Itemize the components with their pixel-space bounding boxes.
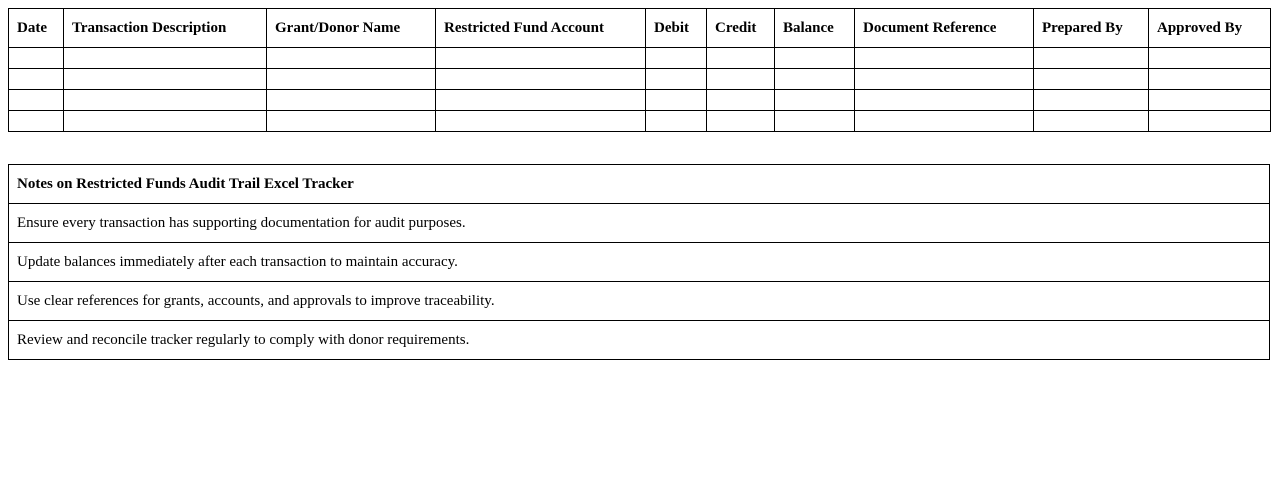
table-cell[interactable] (707, 69, 775, 90)
table-cell[interactable] (267, 90, 436, 111)
table-cell[interactable] (9, 69, 64, 90)
table-cell[interactable] (267, 111, 436, 132)
table-cell[interactable] (436, 48, 646, 69)
table-cell[interactable] (436, 90, 646, 111)
table-cell[interactable] (1149, 48, 1271, 69)
table-cell[interactable] (267, 69, 436, 90)
table-cell[interactable] (1149, 111, 1271, 132)
table-cell[interactable] (1034, 48, 1149, 69)
table-cell[interactable] (646, 90, 707, 111)
table-row (9, 69, 1271, 90)
list-item (9, 282, 1270, 321)
table-cell[interactable] (775, 48, 855, 69)
table-cell[interactable] (707, 48, 775, 69)
table-cell[interactable] (855, 90, 1034, 111)
table-cell[interactable] (707, 90, 775, 111)
note-text: Use clear references for grants, accounts, and approvals to improve traceability. (9, 282, 1270, 321)
header-grant-donor-name: Grant/Donor Name (267, 9, 436, 48)
table-cell[interactable] (9, 111, 64, 132)
list-item (9, 204, 1270, 243)
table-cell[interactable] (775, 69, 855, 90)
header-restricted-fund-account: Restricted Fund Account (436, 9, 646, 48)
list-item (9, 243, 1270, 282)
note-text: Update balances immediately after each transaction to maintain accuracy. (9, 243, 1270, 282)
ledger-header-row (9, 9, 1271, 48)
table-cell[interactable] (1149, 90, 1271, 111)
table-cell[interactable] (646, 111, 707, 132)
header-document-reference: Document Reference (855, 9, 1034, 48)
notes-header-row (9, 165, 1270, 204)
header-prepared-by: Prepared By (1034, 9, 1149, 48)
table-cell[interactable] (646, 48, 707, 69)
table-row (9, 111, 1271, 132)
header-transaction-description: Transaction Description (64, 9, 267, 48)
table-cell[interactable] (9, 90, 64, 111)
table-cell[interactable] (64, 69, 267, 90)
table-cell[interactable] (1034, 69, 1149, 90)
table-cell[interactable] (267, 48, 436, 69)
table-cell[interactable] (1034, 111, 1149, 132)
table-cell[interactable] (775, 90, 855, 111)
ledger-body (9, 48, 1271, 132)
audit-trail-ledger-table (8, 8, 1271, 132)
notes-title: Notes on Restricted Funds Audit Trail Excel Tracker (9, 165, 1270, 204)
header-credit: Credit (707, 9, 775, 48)
table-cell[interactable] (64, 111, 267, 132)
table-cell[interactable] (64, 90, 267, 111)
list-item (9, 321, 1270, 360)
table-cell[interactable] (64, 48, 267, 69)
table-cell[interactable] (707, 111, 775, 132)
table-cell[interactable] (436, 69, 646, 90)
header-approved-by: Approved By (1149, 9, 1271, 48)
header-debit: Debit (646, 9, 707, 48)
table-cell[interactable] (775, 111, 855, 132)
table-cell[interactable] (855, 48, 1034, 69)
notes-table (8, 164, 1270, 360)
table-cell[interactable] (436, 111, 646, 132)
note-text: Ensure every transaction has supporting documentation for audit purposes. (9, 204, 1270, 243)
header-date: Date (9, 9, 64, 48)
table-cell[interactable] (855, 69, 1034, 90)
note-text: Review and reconcile tracker regularly to comply with donor requirements. (9, 321, 1270, 360)
table-cell[interactable] (1149, 69, 1271, 90)
header-balance: Balance (775, 9, 855, 48)
table-row (9, 90, 1271, 111)
table-cell[interactable] (646, 69, 707, 90)
table-cell[interactable] (855, 111, 1034, 132)
table-cell[interactable] (1034, 90, 1149, 111)
table-cell[interactable] (9, 48, 64, 69)
table-row (9, 48, 1271, 69)
